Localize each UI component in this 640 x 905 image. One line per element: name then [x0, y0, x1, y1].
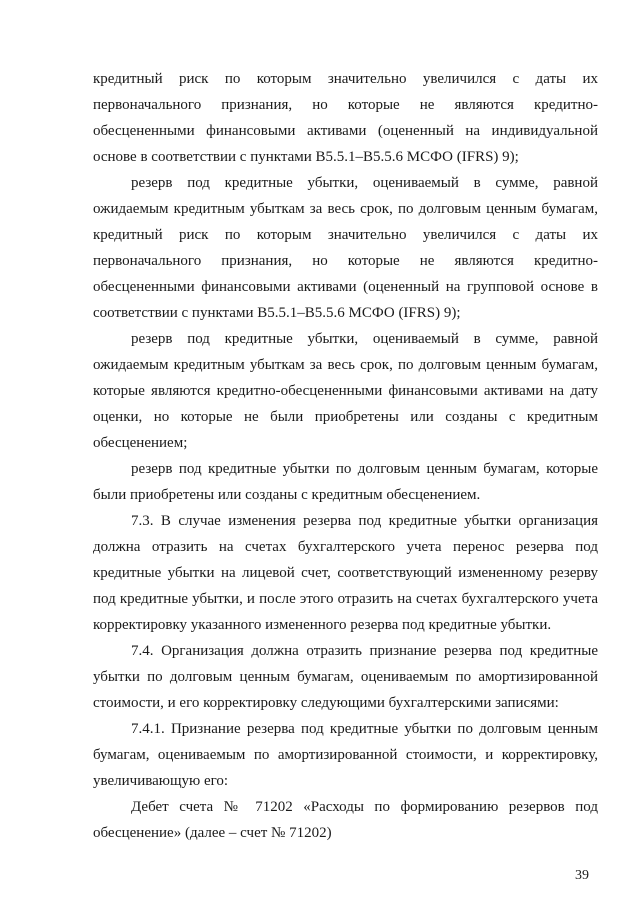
paragraph-8: Дебет счета № 71202 «Расходы по формированию резервов под обесценение» (далее – счет № 71202): [93, 799, 598, 841]
paragraph-4: резерв под кредитные убытки по долговым ценным бумагам, которые были приобретены или созданы с кредитным обесценением.: [93, 461, 598, 503]
document-body: [93, 66, 598, 846]
paragraph-6: 7.4. Организация должна отразить признание резерва под кредитные убытки по долговым ценным бумагам, оцениваемым по амортизированной стоимости, и его корректировку следующими бухгалтерскими записями:: [93, 643, 598, 711]
page-number: 39: [575, 868, 589, 883]
paragraph-2: резерв под кредитные убытки, оцениваемый в сумме, равной ожидаемым кредитным убыткам за весь срок, по долговым ценным бумагам, кредитный риск по которым значительно увеличился с даты их первоначального признания, но которые не являются кредитно-обесцененными финансовыми активами (оцененный на групповой основе в соответствии с пунктами B5.5.1–B5.5.6 МСФО (IFRS) 9);: [93, 175, 598, 321]
paragraph-7: 7.4.1. Признание резерва под кредитные убытки по долговым ценным бумагам, оцениваемым по амортизированной стоимости, и корректировку, увеличивающую его:: [93, 721, 598, 789]
paragraph-1: кредитный риск по которым значительно увеличился с даты их первоначального признания, но которые не являются кредитно-обесцененными финансовыми активами (оцененный на индивидуальной основе в соответствии с пунктами B5.5.1–B5.5.6 МСФО (IFRS) 9);: [93, 71, 598, 165]
paragraph-3: резерв под кредитные убытки, оцениваемый в сумме, равной ожидаемым кредитным убыткам за весь срок, по долговым ценным бумагам, которые являются кредитно-обесцененными финансовыми активами на дату оценки, но которые не были приобретены или созданы с кредитным обесценением;: [93, 331, 598, 451]
paragraph-5: 7.3. В случае изменения резерва под кредитные убытки организация должна отразить на счетах бухгалтерского учета перенос резерва под кредитные убытки на лицевой счет, соответствующий измененному резерву под кредитные убытки, и после этого отразить на счетах бухгалтерского учета корректировку указанного измененного резерва под кредитные убытки.: [93, 513, 598, 633]
